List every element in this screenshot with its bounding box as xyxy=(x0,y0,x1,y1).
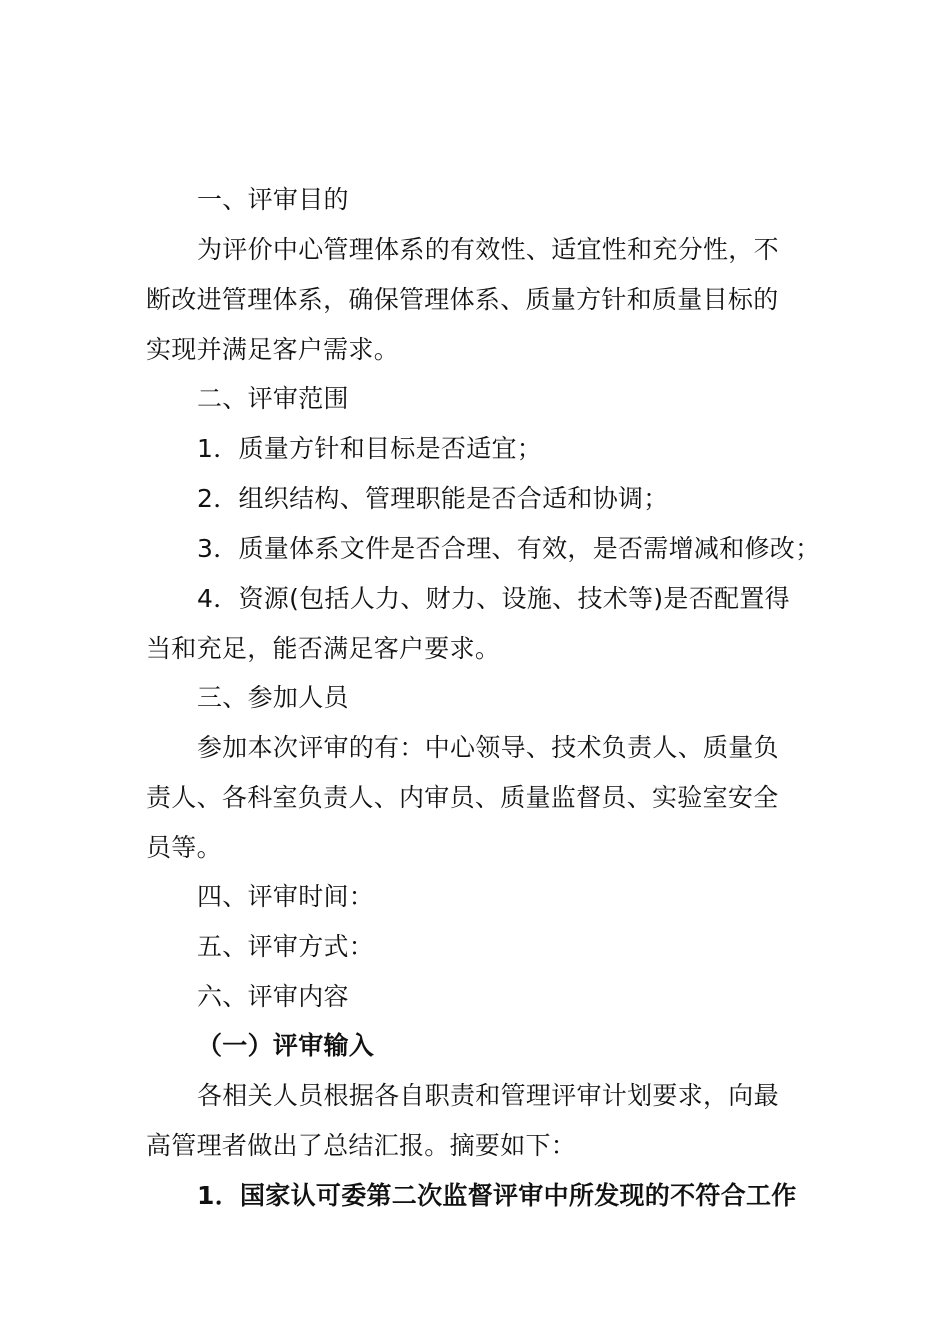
section-heading-content: 六、评审内容 xyxy=(197,982,349,1011)
numbered-bold-heading: 1．国家认可委第二次监督评审中所发现的不符合工作 xyxy=(197,1181,797,1210)
section-heading-time: 四、评审时间： xyxy=(197,882,375,911)
paragraph-line: 参加本次评审的有：中心领导、技术负责人、质量负 xyxy=(197,733,779,762)
section-heading-purpose: 一、评审目的 xyxy=(197,185,349,214)
paragraph-line: 员等。 xyxy=(146,833,222,862)
paragraph-line: 实现并满足客户需求。 xyxy=(146,335,400,364)
section-heading-participants: 三、参加人员 xyxy=(197,683,349,712)
section-heading-scope: 二、评审范围 xyxy=(197,384,349,413)
paragraph-line: 为评价中心管理体系的有效性、适宜性和充分性，不 xyxy=(197,235,779,264)
paragraph-line: 责人、各科室负责人、内审员、质量监督员、实验室安全 xyxy=(146,783,779,812)
paragraph-line: 各相关人员根据各自职责和管理评审计划要求，向最 xyxy=(197,1081,779,1110)
paragraph-line: 断改进管理体系，确保管理体系、质量方针和质量目标的 xyxy=(146,285,779,314)
list-item: 4．资源(包括人力、财力、设施、技术等)是否配置得 xyxy=(197,584,790,613)
paragraph-line: 高管理者做出了总结汇报。摘要如下： xyxy=(146,1131,577,1160)
list-item-continuation: 当和充足，能否满足客户要求。 xyxy=(146,634,501,663)
list-item: 3．质量体系文件是否合理、有效，是否需增减和修改； xyxy=(197,534,821,563)
list-item: 2．组织结构、管理职能是否合适和协调； xyxy=(197,484,669,513)
list-item: 1．质量方针和目标是否适宜； xyxy=(197,434,543,463)
section-heading-method: 五、评审方式： xyxy=(197,932,375,961)
subsection-heading-input: （一）评审输入 xyxy=(197,1031,375,1060)
